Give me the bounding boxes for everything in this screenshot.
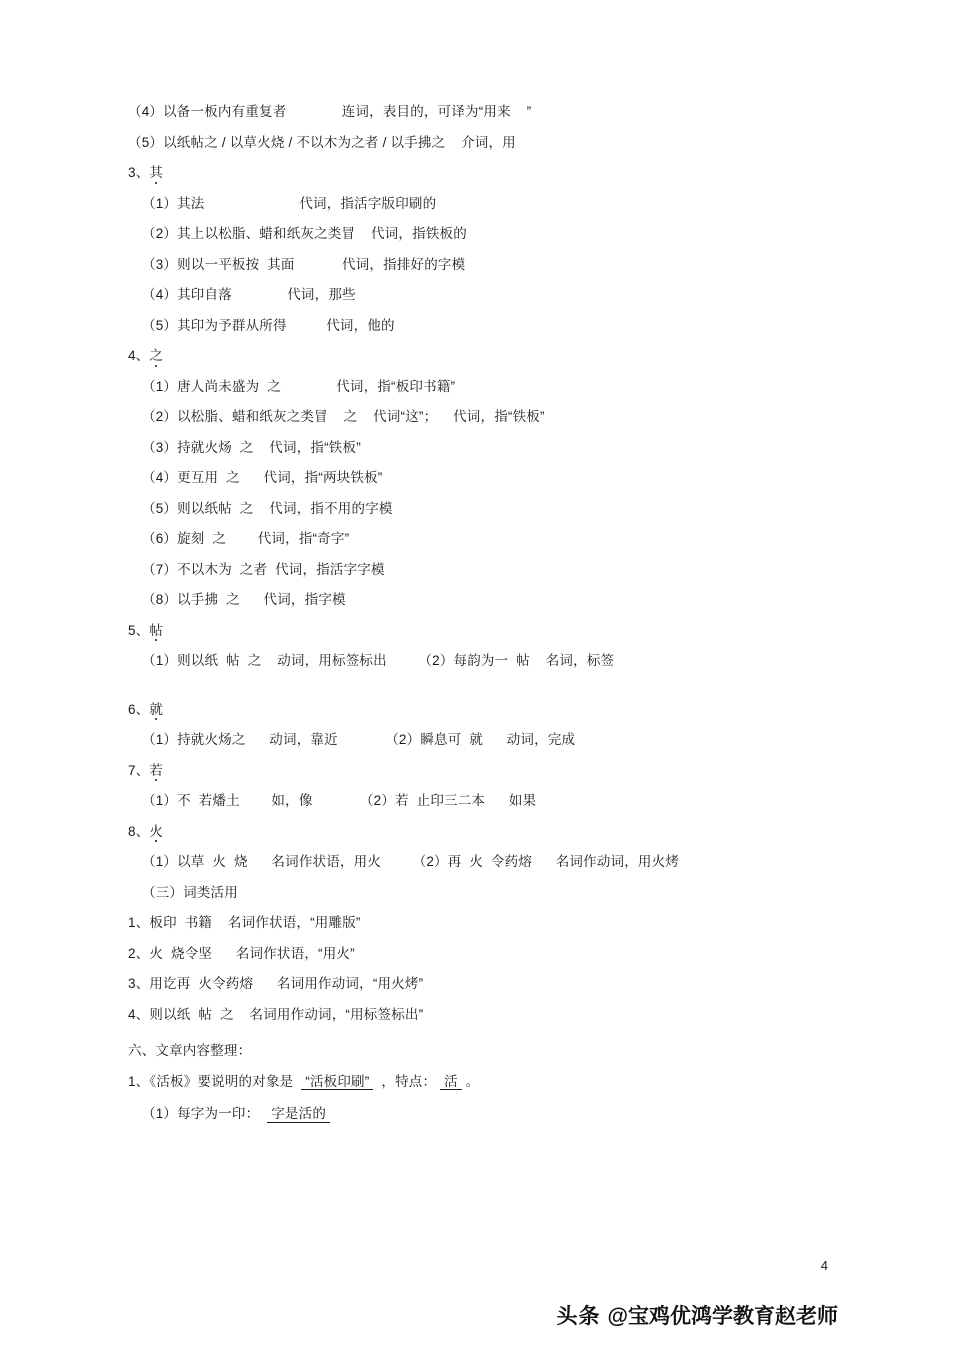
text-line: （1）唐人尚未盛为 之 代词，指“板印书籍” [142, 378, 456, 394]
summary-item-1-answer-2: 活 [440, 1075, 462, 1091]
section-heading-tie: 5、帖 [128, 622, 164, 638]
text-line: 3、用讫再 火令药熔 名词用作动词，“用火烤” [128, 976, 424, 991]
text-line: （5）其印为予群从所得 代词，他的 [142, 317, 395, 333]
spacer [128, 685, 828, 703]
footer-brand: 头条 [556, 1305, 601, 1328]
summary-item-1-suffix: 。 [465, 1073, 480, 1089]
watermark-footer [557, 1300, 838, 1330]
text-line: （4）其印自落 代词，那些 [142, 287, 356, 302]
footer-handle: @宝鸡优鸿学教育赵老师 [607, 1305, 838, 1328]
text-line: （4）更互用 之 代词，指“两块铁板” [142, 470, 383, 485]
text-line: （6）旋刻 之 代词，指“奇字” [142, 531, 350, 546]
section-heading-huo: 8、火 [128, 823, 164, 839]
text-line: （5）则以纸帖 之 代词，指不用的字模 [142, 500, 393, 516]
text-line: （2）以松脂、蜡和纸灰之类冒 之 代词“这”； 代词，指“铁板” [142, 409, 545, 424]
text-line: （8）以手拂 之 代词，指字模 [142, 592, 346, 607]
emphasis-char: 就 [149, 701, 164, 717]
text-line: （1）以草 火 烧 名词作状语，用火 （2）再 火 令药熔 名词作动词，用火烤 [142, 854, 680, 869]
text-line: 2、火 烧令坚 名词作状语，“用火” [128, 945, 355, 961]
section-heading-zhi: 4、之 [128, 348, 164, 363]
text-line: （5）以纸帖之 / 以草火烧 / 不以木为之者 / 以手拂之 介词，用 [128, 134, 516, 150]
summary-item-2-prefix: （1）每字为一印： [142, 1106, 260, 1121]
summary-item-1-prefix: 1、《活板》要说明的对象是 [128, 1073, 294, 1089]
section-heading-qi: 3、其 [128, 165, 164, 180]
emphasis-char: 火 [149, 823, 164, 839]
text-line: 4、则以纸 帖 之 名词用作动词，“用标签标出” [128, 1006, 424, 1022]
text-line: 1、板印 书籍 名词作状语，“用雕版” [128, 915, 361, 930]
summary-item-1 [128, 1075, 828, 1091]
text-line: （3）则以一平板按 其面 代词，指排好的字模 [142, 256, 466, 272]
summary-item-1-mid: ，特点： [381, 1073, 437, 1089]
text-line: （2）其上以松脂、蜡和纸灰之类冒 代词，指铁板的 [142, 226, 467, 241]
text-line: （1）则以纸 帖 之 动词，用标签标出 （2）每韵为一 帖 名词，标签 [142, 653, 615, 668]
text-line: （1）不 若燔土 如，像 （2）若 止印三二本 如果 [142, 793, 537, 808]
summary-item-2 [128, 1107, 828, 1123]
summary-item-1-answer-1: “活板印刷” [301, 1075, 373, 1091]
emphasis-char: 之 [149, 348, 164, 363]
summary-item-2-answer: 字是活的 [267, 1107, 330, 1123]
page-number: 4 [820, 1258, 828, 1273]
text-line: （1）持就火炀之 动词，靠近 （2）瞬息可 就 动词，完成 [142, 732, 576, 747]
section-heading-ruo: 7、若 [128, 762, 164, 778]
text-line: （3）持就火炀 之 代词，指“铁板” [142, 439, 361, 455]
text-line: （7）不以木为 之者 代词，指活字字模 [142, 561, 385, 577]
section-heading-jiu: 6、就 [128, 701, 164, 717]
emphasis-char: 若 [149, 762, 164, 778]
emphasis-char: 其 [149, 165, 164, 180]
emphasis-char: 帖 [149, 622, 164, 638]
text-line: （4）以备一板内有重复者 连词，表目的，可译为“用来 ” [128, 104, 532, 119]
subsection-heading-cilei: （三）词类活用 [142, 884, 238, 900]
section-heading-content: 六、文章内容整理： [128, 1043, 252, 1058]
document-body [128, 105, 828, 1140]
text-line: （1）其法 代词，指活字版印刷的 [142, 195, 437, 211]
